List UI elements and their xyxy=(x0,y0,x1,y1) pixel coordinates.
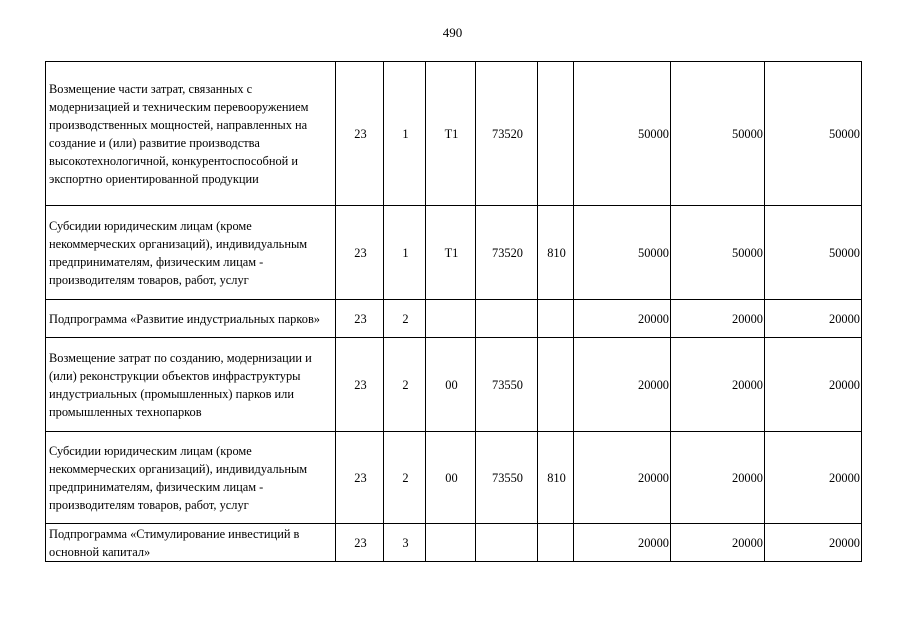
amount-year1-cell: 20000 xyxy=(574,338,671,432)
expense-type-cell xyxy=(538,62,574,206)
main-activity-code-cell: Т1 xyxy=(426,206,476,300)
direction-code-cell: 73520 xyxy=(476,62,538,206)
direction-code-cell xyxy=(476,524,538,562)
page-number: 490 xyxy=(442,25,463,40)
main-activity-code-cell xyxy=(426,524,476,562)
main-activity-code-cell xyxy=(426,300,476,338)
program-code-cell: 23 xyxy=(336,524,384,562)
subprogram-code-cell: 3 xyxy=(384,524,426,562)
budget-table xyxy=(45,61,862,562)
amount-year2-cell: 50000 xyxy=(671,62,765,206)
expense-name-cell: Возмещение части затрат, связанных с модернизацией и техническим перевооружением производственных мощностей, направленных на создание и (или) развитие производства высокотехнологичной, конкурентоспособной и экспортно ориентированной продукции xyxy=(46,62,336,206)
amount-year3-cell: 20000 xyxy=(765,338,862,432)
amount-year3-cell: 20000 xyxy=(765,432,862,524)
expense-type-cell xyxy=(538,300,574,338)
program-code-cell: 23 xyxy=(336,432,384,524)
main-activity-code-cell: 00 xyxy=(426,338,476,432)
expense-type-cell: 810 xyxy=(538,206,574,300)
subprogram-code-cell: 1 xyxy=(384,62,426,206)
amount-year1-cell: 50000 xyxy=(574,62,671,206)
expense-name-cell: Субсидии юридическим лицам (кроме некоммерческих организаций), индивидуальным предпринимателям, физическим лицам - производителям товаров, работ, услуг xyxy=(46,206,336,300)
table-row xyxy=(46,300,862,338)
subprogram-code-cell: 2 xyxy=(384,300,426,338)
subprogram-code-cell: 2 xyxy=(384,432,426,524)
amount-year2-cell: 20000 xyxy=(671,338,765,432)
subprogram-code-cell: 1 xyxy=(384,206,426,300)
direction-code-cell: 73550 xyxy=(476,338,538,432)
table-row xyxy=(46,524,862,562)
expense-name-cell: Субсидии юридическим лицам (кроме некоммерческих организаций), индивидуальным предпринимателям, физическим лицам - производителям товаров, работ, услуг xyxy=(46,432,336,524)
amount-year3-cell: 20000 xyxy=(765,300,862,338)
main-activity-code-cell: Т1 xyxy=(426,62,476,206)
expense-name-cell: Подпрограмма «Развитие индустриальных парков» xyxy=(46,300,336,338)
amount-year1-cell: 20000 xyxy=(574,300,671,338)
expense-type-cell xyxy=(538,338,574,432)
amount-year2-cell: 20000 xyxy=(671,524,765,562)
table-row xyxy=(46,432,862,524)
table-row xyxy=(46,62,862,206)
amount-year1-cell: 20000 xyxy=(574,524,671,562)
amount-year3-cell: 20000 xyxy=(765,524,862,562)
table-row xyxy=(46,338,862,432)
amount-year2-cell: 20000 xyxy=(671,432,765,524)
expense-name-cell: Подпрограмма «Стимулирование инвестиций в основной капитал» xyxy=(46,524,336,562)
direction-code-cell: 73550 xyxy=(476,432,538,524)
table-row xyxy=(46,206,862,300)
amount-year2-cell: 20000 xyxy=(671,300,765,338)
amount-year1-cell: 20000 xyxy=(574,432,671,524)
expense-type-cell: 810 xyxy=(538,432,574,524)
main-activity-code-cell: 00 xyxy=(426,432,476,524)
subprogram-code-cell: 2 xyxy=(384,338,426,432)
amount-year2-cell: 50000 xyxy=(671,206,765,300)
direction-code-cell: 73520 xyxy=(476,206,538,300)
expense-type-cell xyxy=(538,524,574,562)
program-code-cell: 23 xyxy=(336,338,384,432)
amount-year3-cell: 50000 xyxy=(765,206,862,300)
program-code-cell: 23 xyxy=(336,206,384,300)
direction-code-cell xyxy=(476,300,538,338)
amount-year3-cell: 50000 xyxy=(765,62,862,206)
amount-year1-cell: 50000 xyxy=(574,206,671,300)
program-code-cell: 23 xyxy=(336,62,384,206)
program-code-cell: 23 xyxy=(336,300,384,338)
expense-name-cell: Возмещение затрат по созданию, модернизации и (или) реконструкции объектов инфраструктуры индустриальных (промышленных) парков или промышленных технопарков xyxy=(46,338,336,432)
